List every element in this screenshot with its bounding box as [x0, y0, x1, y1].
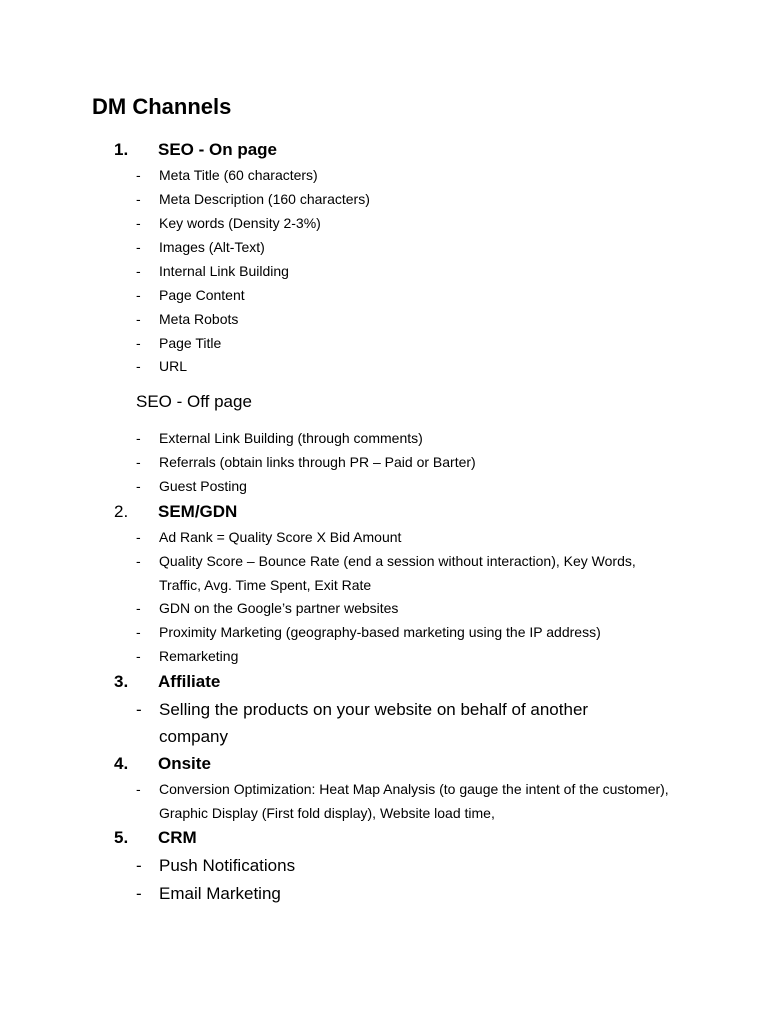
- section-title: CRM: [158, 828, 197, 847]
- section-number: 4.: [114, 754, 129, 773]
- section-number: 5.: [114, 828, 129, 847]
- section-number: 2.: [114, 502, 129, 521]
- section-title: SEO - On page: [158, 140, 278, 159]
- section-title: Affiliate: [158, 672, 221, 691]
- section-title: Onsite: [158, 754, 211, 773]
- section-title: SEM/GDN: [158, 502, 238, 521]
- document-title: DM Channels: [92, 94, 232, 119]
- section-number: 1.: [114, 140, 129, 159]
- document-page: DM Channels 1. SEO - On page - Meta Title (60 characters) - Meta Description (160 characters) - Key words (Density 2-3%) - Images (Alt-Text) - Internal Link Building - Page Content - Meta Robots - Page Title - URL SEO - Off page - External Link Building (through comments) - Referrals (obtain links through PR – Paid or Barter) - Guest Posting 2. SEM/GDN - Ad Rank = Quality Score X Bid Amount - Quality Score – Bounce Rate (end a session without interaction), Key Words, Traffic, Avg. Time Spent, Exit Rate - GDN on the Google’s partner websites - Proximity Marketing (geography-based marketing using the IP address) - Remarketing 3. Affiliate - Selling the products on your website on behalf of another company 4. Onsite - Conversion Optimization: Heat Map Analysis (to gauge the intent of the customer), Graphic Display (First fold display), Website load time, 5. CRM - Push Notifications - Email Marketing: [92, 94, 669, 903]
- subheading-seo-off-page: SEO - Off page: [136, 392, 252, 411]
- section-number: 3.: [114, 672, 129, 691]
